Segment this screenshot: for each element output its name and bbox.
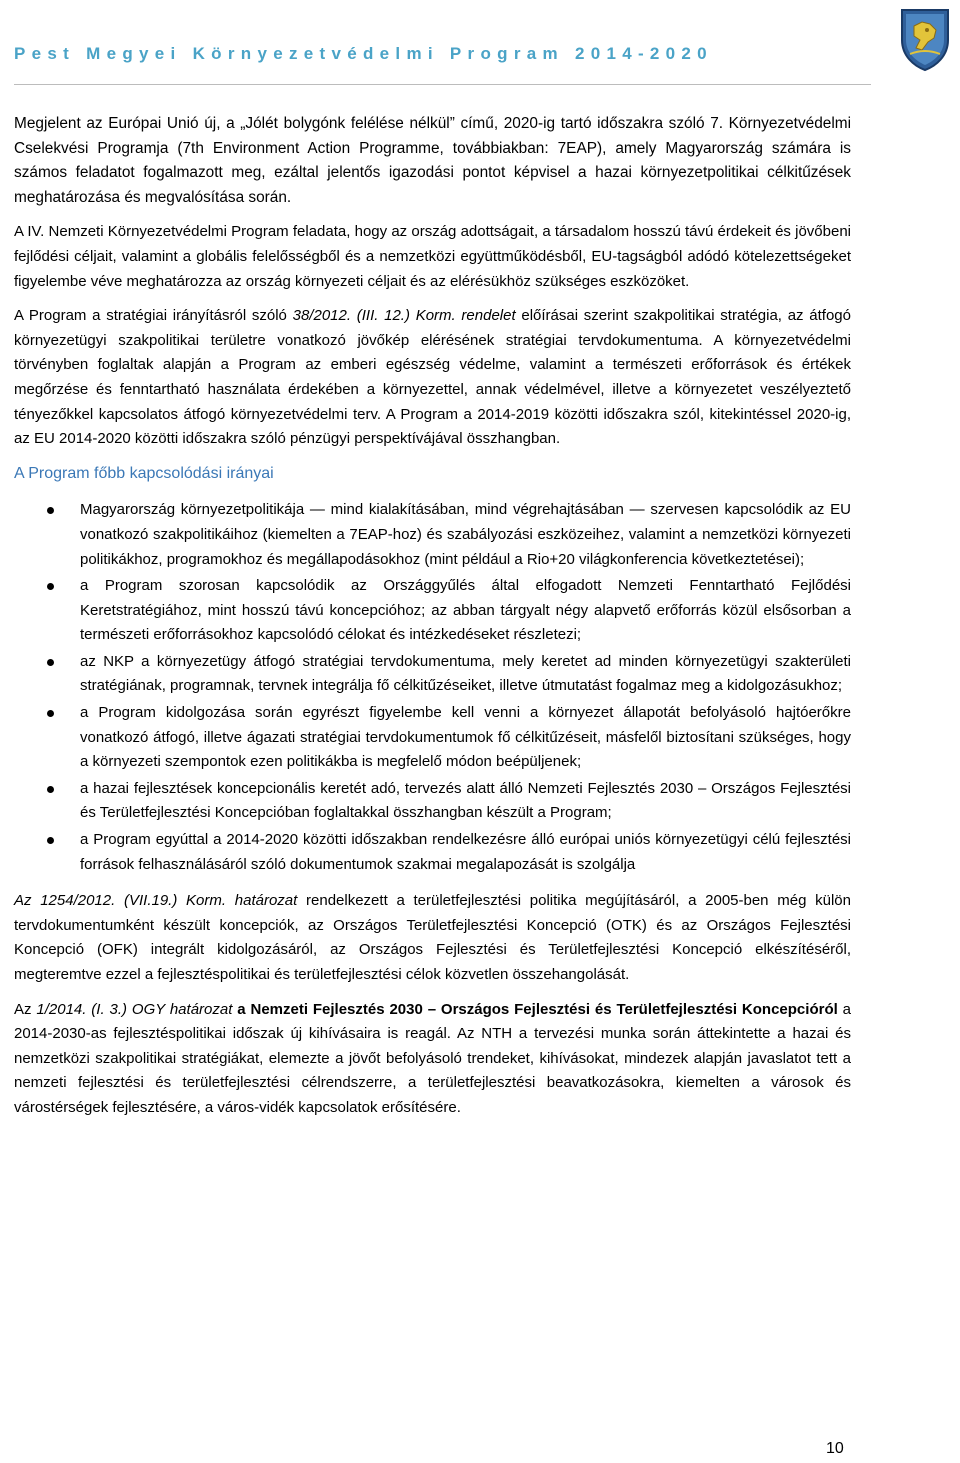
paragraph-program [14,304,851,452]
list-item-text: a Program szorosan kapcsolódik az Országgyűlés által elfogadott Nemzeti Fenntartható Fejlődési Keretstratégiához, mint hosszú távú koncepcióhoz; az abban tárgyalt négy alapvető erőforrás közül elsősorban a természeti erőforrásokhoz kapcsolódó célokat és intézkedéseket részletezi; [80,577,851,644]
regulation-reference: 38/2012. (III. 12.) Korm. rendelet [292,307,516,325]
list-item-text: a Program egyúttal a 2014-2020 közötti időszakban rendelkezésre álló európai uniós környezetügyi célú fejlesztési források felhasználásáról szóló dokumentumok szakmai megalapozását is szolgálja [80,831,851,873]
list-item-text: az NKP a környezetügy átfogó stratégiai tervdokumentuma, mely keretet ad minden környezetügyi szakterületi stratégiának, programnak, tervnek integrálja fő célkitűzéseiket, illetve útmutatást fogalmaz meg a kidolgozásukhoz; [80,652,851,695]
list-item [14,574,851,648]
page-number: 10 [826,1440,844,1457]
document-body [14,112,851,1131]
pest-county-crest-icon [896,4,954,72]
paragraph-resolution-text: rendelkezett a területfejlesztési politika megújításáról, a 2005-ben még külön tervdokumentumként készült koncepciók, az Országos Területfejlesztési Koncepció (OTK) és az Országos Fejlesztési Koncepció (OFK) integrált kidolgozásáról, az Országos Fejlesztési és Területfejlesztési Koncepció elkészítéséről, megteremtve ezzel a fejlesztéspolitikai és területfejlesztési célok közvetlen összehangolását. [14,892,851,983]
document-header: Pest Megyei Környezetvédelmi Program 2014-2020 [14,44,713,63]
paragraph-program-text: előírásai szerint szakpolitikai stratégia, az átfogó környezetügyi szakpolitikai területre vonatkozó jövőkép elérésének stratégiai tervdokumentuma. A környezetvédelmi törvényben foglaltak alapján a Program az emberi egészség védelme, valamint a természeti erőforrások és értékek megőrzése és fenntartható használata érdekében a környezettel, annak védelmével, illetve a környezetet veszélyeztető tényezőkkel kapcsolatos átfogó környezetvédelmi terv. A Program a 2014-2019 közötti időszakra szól, kitekintéssel 2020-ig, az EU 2014-2020 közötti időszakra szóló pénzügyi perspektívájával összhangban. [14,307,851,448]
paragraph-ogy-prefix: Az [14,1000,37,1018]
list-item-text: Magyarország környezetpolitikája — mind kialakításában, mind végrehajtásában — szervesen kapcsolódik az EU vonatkozó szakpolitikáihoz (kiemelten a 7EAP-hoz) és szabályozási eszközeihez, valamint a nemzetközi környezeti politikákhoz, programokhoz és megállapodásokhoz (mint például a Rio+20 világkonferencia következtetései); [80,501,851,568]
bullet-icon [47,659,54,666]
list-item [14,828,851,877]
bullet-icon [47,583,54,590]
paragraph-ogy-resolution [14,998,851,1121]
list-item-text: a hazai fejlesztések koncepcionális keretét adó, tervezés alatt álló Nemzeti Fejlesztés 2030 – Országos Fejlesztési és Területfejlesztési Koncepcióban foglaltakkal összhangban készült a Program; [80,779,851,822]
bullet-icon [47,786,54,793]
paragraph-7eap: Megjelent az Európai Unió új, a „Jólét bolygónk felélése nélkül” című, 2020-ig tartó időszakra szóló 7. Környezetvédelmi Cselekvési Programja (7th Environment Action Programme, továbbiakban: 7EAP), amely Magyarország számára is számos feladatot fogalmazott meg, ezáltal jelentős igazodási pontot képvisel a hazai környezetpolitikai célkitűzések meghatározása és megvalósítása során. [14,115,851,206]
paragraph-ogy-text: a 2014-2030-as fejlesztéspolitikai időszak új kihívásaira is reagál. Az NTH a tervezési munka során áttekintette a hazai és nemzetközi szakpolitikai stratégiákat, elemezte a jövőt befolyásoló trendeket, kihívásokat, mindezek alapján javaslatot tett a nemzeti fejlesztési és területfejlesztési célrendszerre, a területfejlesztési beavatkozásokra, kiemelten a városok és várostérségek fejlesztésére, a város-vidék kapcsolatok erősítésére. [14,1000,851,1116]
concept-title: a Nemzeti Fejlesztés 2030 – Országos Fejlesztési és Területfejlesztési Koncepcióról [237,1000,838,1018]
bullet-icon [47,710,54,717]
list-item [14,650,851,699]
header-divider [14,84,871,85]
bullet-icon [47,507,54,514]
list-item [14,701,851,775]
bullet-list [14,498,851,877]
section-heading: A Program főbb kapcsolódási irányai [14,464,274,482]
paragraph-resolution-1254 [14,889,851,987]
paragraph-program-prefix: A Program a stratégiai irányításról szóló [14,307,293,325]
ogy-resolution-reference: 1/2014. (I. 3.) OGY határozat [36,1000,233,1018]
bullet-icon [47,837,54,844]
paragraph-nkp: A IV. Nemzeti Környezetvédelmi Program feladata, hogy az ország adottságait, a társadalom hosszú távú érdekeit és jövőbeni fejlődési céljait, valamint a globális felelősségből és a nemzetközi együttműködésből, EU-tagságból adódó kötelezettségeket figyelembe véve meghatározza az ország környezeti céljait és az elérésükhöz szükséges eszközöket. [14,223,851,290]
resolution-reference: Az 1254/2012. (VII.19.) Korm. határozat [14,892,298,910]
list-item-text: a Program kidolgozása során egyrészt figyelembe kell venni a környezet állapotát befolyásoló hajtóerőkre vonatkozó átfogó, illetve ágazati stratégiai tervdokumentumok fő célkitűzéseit, másfelől biztosítani szükséges, hogy a környezeti szempontok ezen politikákba is megfelelő módon beépüljenek; [80,704,851,771]
list-item [14,777,851,826]
list-item [14,498,851,572]
